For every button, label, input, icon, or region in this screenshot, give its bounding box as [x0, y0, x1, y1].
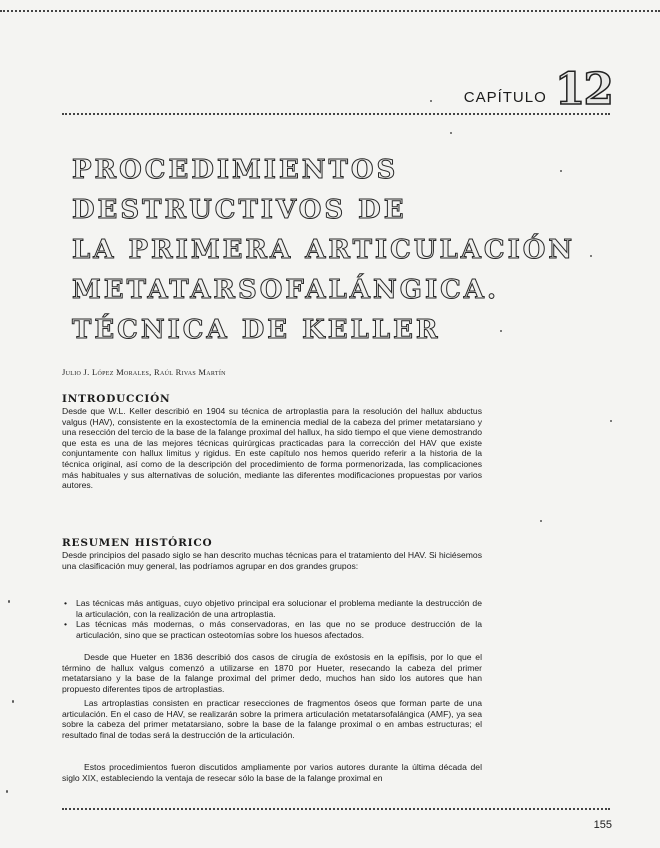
scan-speck — [450, 132, 452, 134]
header-rule — [62, 113, 610, 115]
title-line: DESTRUCTIVOS DE — [72, 195, 407, 225]
bullet-list — [62, 598, 482, 640]
title-line: LA PRIMERA ARTICULACIÓN — [72, 235, 576, 265]
footer-rule — [62, 808, 610, 810]
chapter-number: 12 — [554, 64, 612, 115]
scan-speck — [6, 790, 8, 793]
list-item: • Las técnicas más modernas, o más conservadoras, en las que no se produce destrucción de la articulación, sino que se practican osteotomías sobre los huesos afectados. — [64, 619, 482, 640]
scan-speck — [8, 600, 10, 603]
paragraph: Desde que Hueter en 1836 describió dos casos de cirugía de exóstosis en la epífisis, por lo que el término de hallux valgus comenzó a utilizarse en 1870 por Hueter, resecando la cabeza del primer metatarsiano y la base de la falange proximal del primer dedo, muchos han sido los autores que han propuesto diferentes tipos de artroplastias. — [62, 652, 482, 694]
title-line: PROCEDIMIENTOS — [72, 155, 399, 185]
bullet-icon: • — [64, 598, 68, 608]
title-line: TÉCNICA DE KELLER — [72, 315, 441, 345]
scan-speck — [500, 330, 502, 332]
scan-speck — [12, 700, 14, 703]
authors: Julio J. López Morales, Raúl Rivas Martín — [62, 367, 226, 377]
section-title-introduccion: INTRODUCCIÓN — [62, 393, 171, 405]
paragraph: Las artroplastias consisten en practicar resecciones de fragmentos óseos que forman parte de una articulación. En el caso de HAV, se realizarán sobre la primera articulación metatarsofalángica (AMF), ya sea sobre la cabeza del primer metatarsiano, sobre la base de la falange proximal o en ambas estructuras; el resultado final de todas será la destrucción de la articulación. — [62, 698, 482, 740]
section-title-resumen: RESUMEN HISTÓRICO — [62, 537, 213, 549]
title-line: METATARSOFALÁNGICA. — [72, 275, 500, 305]
scan-speck — [430, 100, 432, 102]
list-item: • Las técnicas más antiguas, cuyo objetivo principal era solucionar el problema mediante la destrucción de la articulación, con la realización de una artroplastia. — [64, 598, 482, 619]
scan-speck — [610, 420, 612, 422]
paragraph-introduccion: Desde que W.L. Keller describió en 1904 su técnica de artroplastia para la resolución del hallux abductus valgus (HAV), consistente en la exostectomía de la eminencia medial de la cabeza del primer metatarsiano y una resección del tercio de la base de la falange proximal del hallux, ha sido tiempo el que viene demostrando que esta es una de las mejores técnicas quirúrgicas practicadas para la corrección del HAV que existe conjuntamente con hallux limitus y rigidus. En este capítulo nos hemos querido referir a la historia de la técnica original, así como de la descripción del procedimiento de forma pormenorizada, las complicaciones más habituales y sus alternativas de solución, mediante las diferentes modificaciones propuestas por varios autores. — [62, 406, 482, 491]
chapter-header — [463, 64, 612, 115]
bullet-icon: • — [64, 619, 68, 630]
scan-speck — [540, 520, 542, 522]
chapter-label: CAPÍTULO — [463, 89, 547, 106]
paragraph-resumen-intro: Desde principios del pasado siglo se han descrito muchas técnicas para el tratamiento del HAV. Si hiciésemos una clasificación muy general, las podríamos agrupar en dos grandes grupos: — [62, 550, 482, 571]
chapter-title — [72, 150, 576, 350]
scan-speck — [560, 170, 562, 172]
scan-speck — [590, 255, 592, 257]
top-rule — [0, 10, 660, 12]
page-number: 155 — [593, 819, 612, 831]
paragraph: Estos procedimientos fueron discutidos ampliamente por varios autores durante la última década del siglo XIX, estableciendo la ventaja de resecar sólo la base de la falange proximal en — [62, 762, 482, 783]
